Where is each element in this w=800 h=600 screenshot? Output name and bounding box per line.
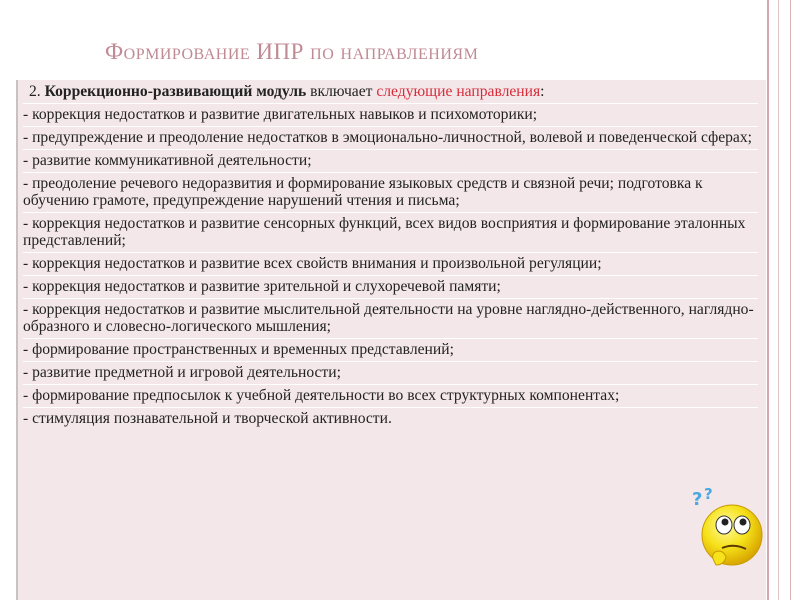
list-item: - преодоление речевого недоразвития и формирование языковых средств и связной речи; подготовка к обучению грамоте, предупреждение нарушений чтения и письма; (23, 175, 703, 209)
intro-line (23, 81, 758, 103)
svg-text:?: ? (704, 485, 713, 503)
intro-middle: включает (306, 83, 377, 100)
list-item: - коррекция недостатков и развитие всех свойств внимания и произвольной регуляции; (23, 255, 602, 272)
frame-line (778, 0, 779, 600)
intro-end: : (540, 83, 545, 100)
frame-line (790, 0, 791, 600)
slide-title: Формирование ИПР по направлениям (105, 39, 479, 64)
list-item: - развитие коммуникативной деятельности; (23, 152, 312, 169)
intro-number: 2. (29, 83, 45, 100)
list-item: - формирование предпосылок к учебной деятельности во всех структурных компонентах; (23, 387, 620, 404)
list-item: - стимуляция познавательной и творческой активности. (23, 410, 392, 427)
content-list (23, 81, 758, 430)
list-item: - коррекция недостатков и развитие мыслительной деятельности на уровне наглядно-действенного, наглядно-образного и словесно-логического мышления; (23, 301, 754, 335)
list-item: - развитие предметной и игровой деятельности; (23, 364, 341, 381)
list-item: - коррекция недостатков и развитие двигательных навыков и психомоторики; (23, 106, 538, 123)
list-item: - предупреждение и преодоление недостатков в эмоционально-личностной, волевой и поведенческой сферах; (23, 129, 752, 146)
list-item: - формирование пространственных и временных представлений; (23, 341, 454, 358)
panel-border (16, 80, 18, 600)
list-item: - коррекция недостатков и развитие сенсорных функций, всех видов восприятия и формирование эталонных представлений; (23, 215, 746, 249)
svg-text:?: ? (692, 489, 703, 510)
intro-bold: Коррекционно-развивающий модуль (44, 83, 307, 100)
intro-highlight: следующие направления (376, 83, 541, 100)
thinking-smiley-icon (688, 485, 768, 575)
list-item: - коррекция недостатков и развитие зрительной и слухоречевой памяти; (23, 278, 501, 295)
